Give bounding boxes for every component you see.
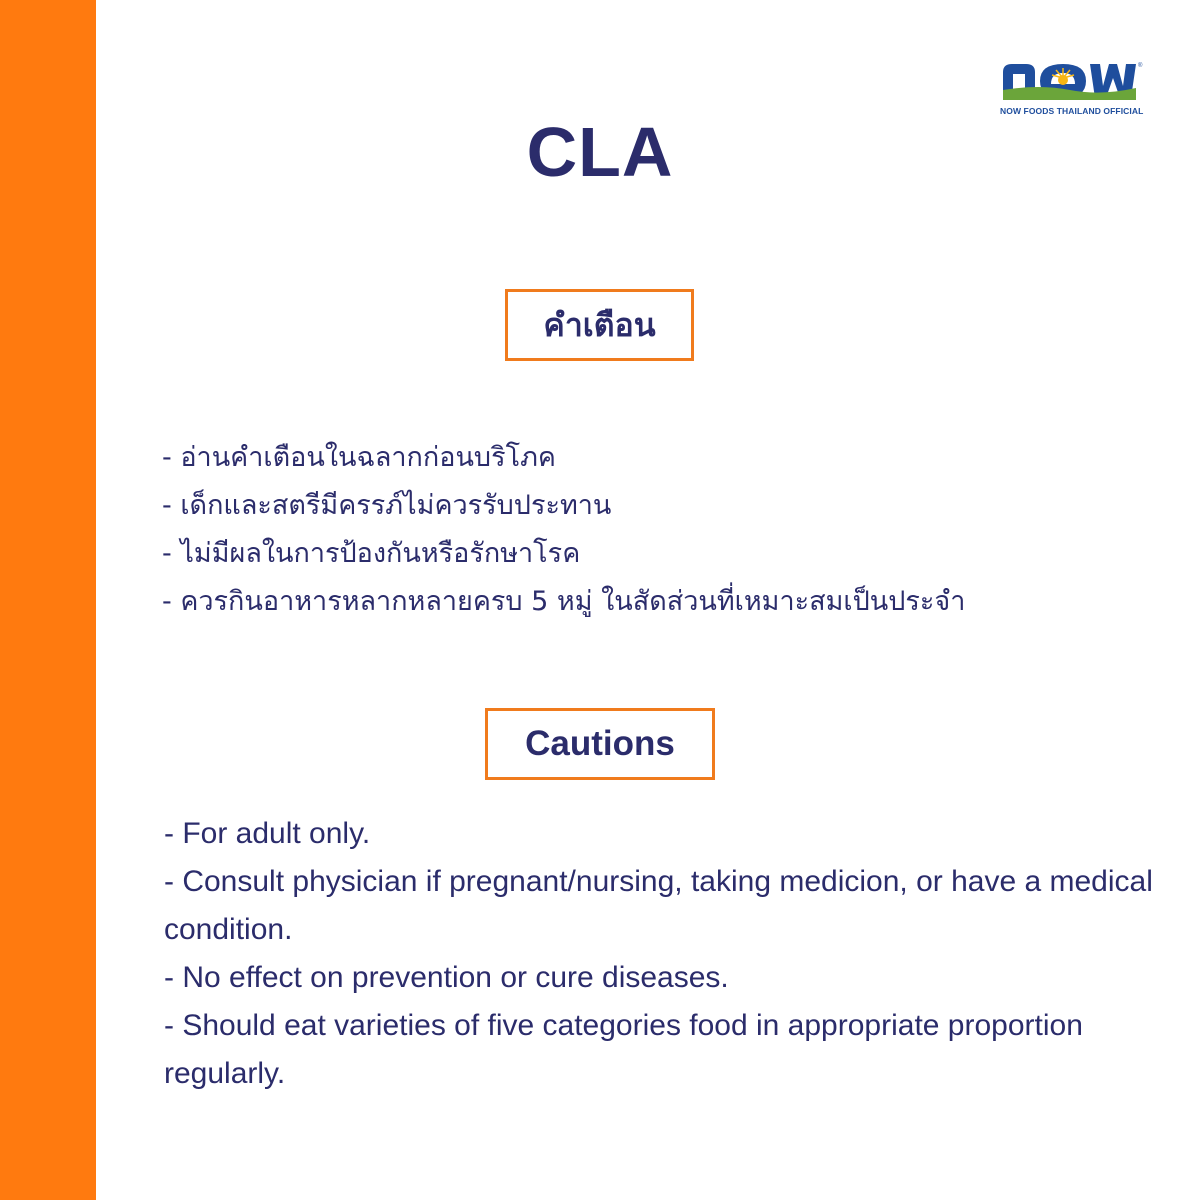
now-logo-icon <box>1000 58 1145 104</box>
list-item: - อ่านคำเตือนในฉลากก่อนบริโภค <box>162 442 556 473</box>
page-title: CLA <box>526 113 674 191</box>
list-item: - Consult physician if pregnant/nursing, taking medicion, or have a medical condition. <box>164 865 1153 946</box>
list-item: - Should eat varieties of five categories food in appropriate proportion regularly. <box>164 1009 1083 1090</box>
brand-tagline: NOW FOODS THAILAND OFFICIAL <box>1000 106 1144 116</box>
english-caution-list <box>164 810 1154 1098</box>
thai-caution-list <box>162 434 1172 626</box>
thai-caution-heading: คำเตือน <box>505 289 694 361</box>
list-item: - ควรกินอาหารหลากหลายครบ 5 หมู่ ในสัดส่วนที่เหมาะสมเป็นประจำ <box>162 586 966 617</box>
list-item: - No effect on prevention or cure diseases. <box>164 961 729 994</box>
list-item: - For adult only. <box>164 817 371 850</box>
svg-text:®: ® <box>1138 63 1143 69</box>
list-item: - ไม่มีผลในการป้องกันหรือรักษาโรค <box>162 538 581 569</box>
english-caution-heading: Cautions <box>485 708 715 780</box>
list-item: - เด็กและสตรีมีครรภ์ไม่ควรรับประทาน <box>162 490 612 521</box>
